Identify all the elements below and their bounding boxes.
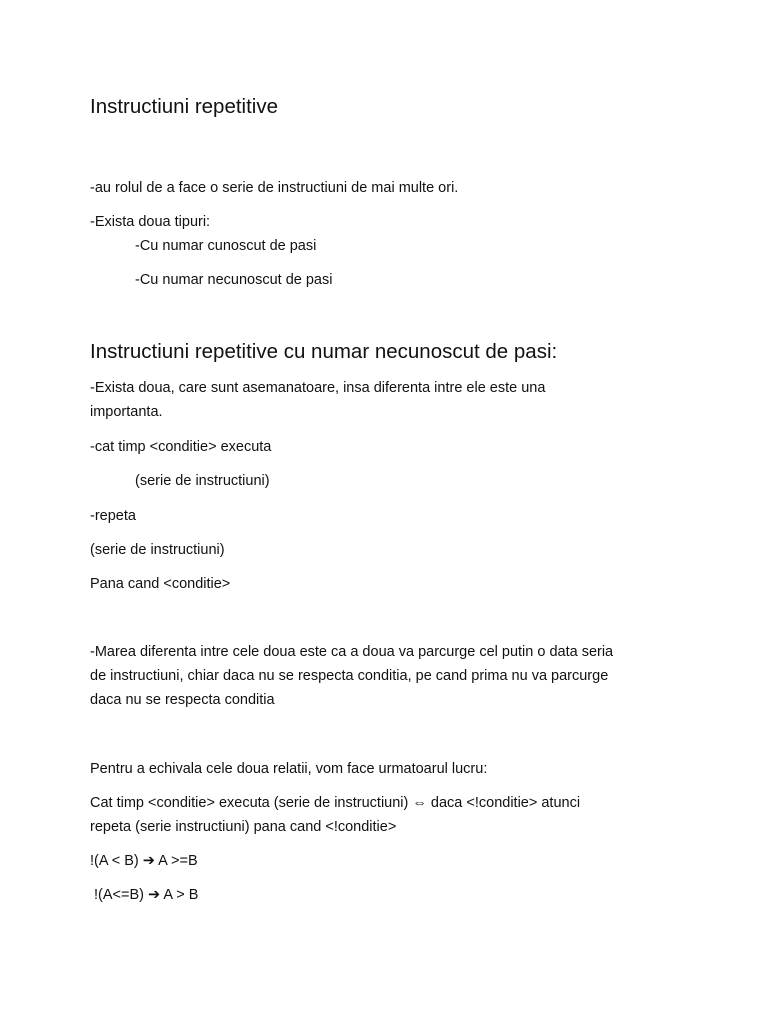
difference-line: -Marea diferenta intre cele doua este ca a doua va parcurge cel putin o data seria	[90, 644, 614, 660]
difference-line: de instructiuni, chiar daca nu se respecta conditia, pe cand prima nu va parcurge	[90, 668, 609, 684]
types-line: -Exista doua tipuri:	[90, 214, 211, 230]
section-heading: Instructiuni repetitive cu numar necunoscut de pasi:	[90, 340, 558, 363]
repeat-statement: -repeta	[90, 508, 136, 524]
difference-line: daca nu se respecta conditia	[90, 692, 275, 708]
equivalence-line: Cat timp <conditie> executa (serie de instructiuni) ⇔ daca <!conditie> atunci	[90, 795, 581, 811]
repeat-until: Pana cand <conditie>	[90, 576, 231, 592]
paragraph-line: importanta.	[90, 404, 163, 420]
while-statement: -cat timp <conditie> executa	[90, 439, 272, 455]
paragraph-line: -Exista doua, care sunt asemanatoare, insa diferenta intre ele este una	[90, 380, 546, 396]
negation-rule: !(A<=B) ➔ A > B	[90, 887, 199, 903]
equivalence-intro: Pentru a echivala cele doua relatii, vom face urmatoarul lucru:	[90, 761, 488, 777]
negation-rule: !(A < B) ➔ A >=B	[90, 853, 198, 869]
type-known-steps: -Cu numar cunoscut de pasi	[135, 238, 317, 254]
repeat-body: (serie de instructiuni)	[90, 542, 225, 558]
intro-line: -au rolul de a face o serie de instructiuni de mai multe ori.	[90, 180, 459, 196]
equivalence-line: repeta (serie instructiuni) pana cand <!conditie>	[90, 819, 397, 835]
while-body: (serie de instructiuni)	[135, 473, 270, 489]
type-unknown-steps: -Cu numar necunoscut de pasi	[135, 272, 333, 288]
document-title: Instructiuni repetitive	[90, 95, 279, 118]
